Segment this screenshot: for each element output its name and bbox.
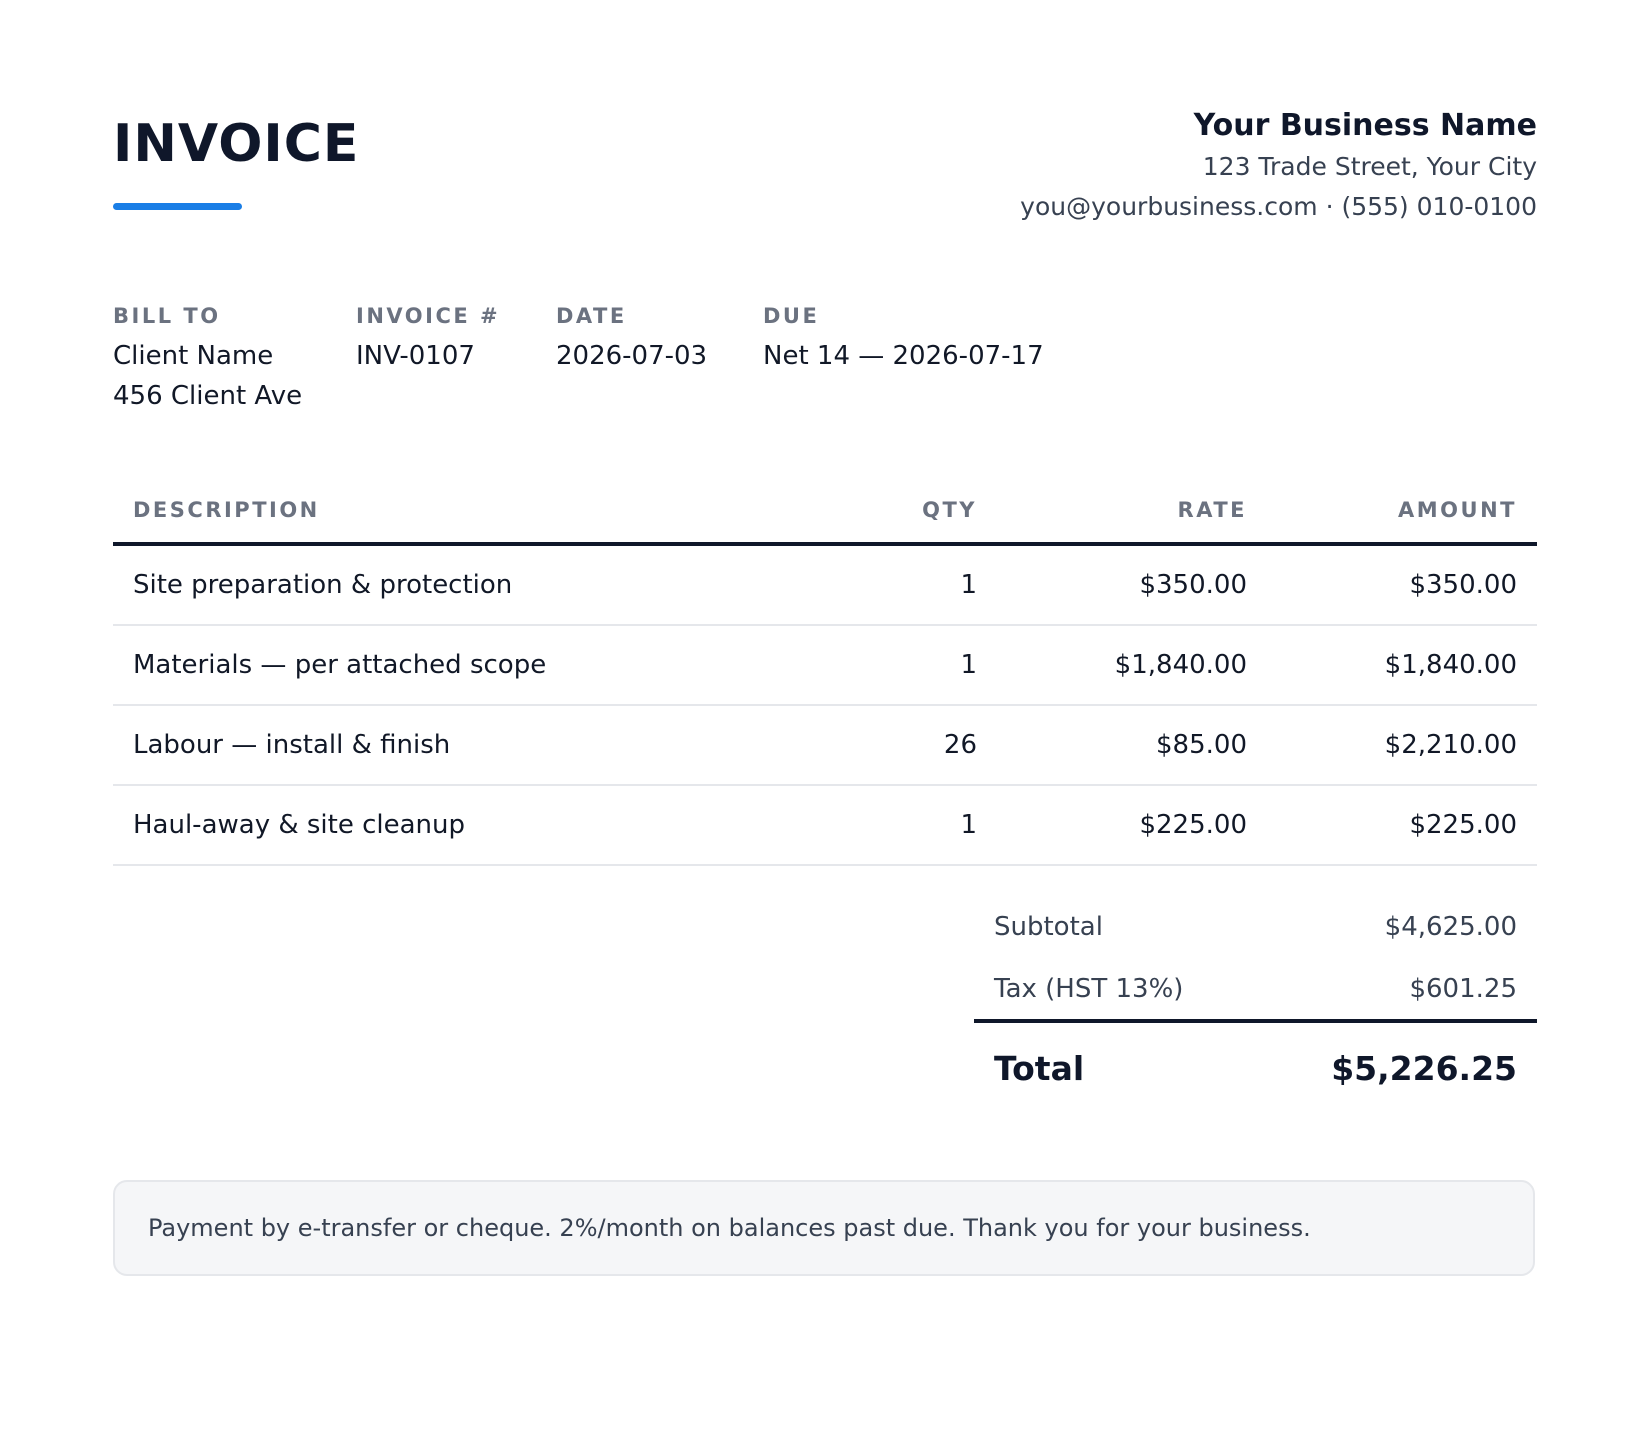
item-description: Materials — per attached scope [113, 625, 837, 705]
due-block [763, 300, 1044, 376]
date-block [556, 300, 707, 376]
table-row [113, 544, 1537, 625]
column-header-qty: QTY [837, 478, 997, 544]
item-rate: $1,840.00 [997, 625, 1267, 705]
invoice-date: 2026-07-03 [556, 341, 708, 371]
item-rate: $350.00 [997, 544, 1267, 625]
column-header-description: DESCRIPTION [113, 478, 837, 544]
item-amount: $225.00 [1267, 785, 1537, 865]
item-amount: $1,840.00 [1267, 625, 1537, 705]
table-row [113, 625, 1537, 705]
line-items-table [113, 478, 1537, 866]
item-description: Haul-away & site cleanup [113, 785, 837, 865]
business-info [1020, 105, 1537, 227]
item-amount: $350.00 [1267, 544, 1537, 625]
table-row [113, 705, 1537, 785]
bill-to-label: BILL TO [113, 304, 221, 328]
client-address: 456 Client Ave [113, 381, 303, 411]
item-amount: $2,210.00 [1267, 705, 1537, 785]
item-qty: 1 [837, 785, 997, 865]
payment-notes-text: Payment by e-transfer or cheque. 2%/month on balances past due. Thank you for your business. [148, 1214, 1311, 1242]
total-label: Total [994, 1048, 1085, 1088]
total-row [974, 1023, 1537, 1113]
client-name: Client Name [113, 341, 274, 371]
tax-label: Tax (HST 13%) [994, 974, 1184, 1004]
bill-to-block [113, 300, 302, 416]
totals-block [974, 895, 1537, 1113]
tax-row [974, 959, 1537, 1023]
invoice-number-label: INVOICE # [356, 304, 501, 328]
item-qty: 1 [837, 625, 997, 705]
item-rate: $225.00 [997, 785, 1267, 865]
business-contact: you@yourbusiness.com · (555) 010-0100 [1020, 192, 1537, 221]
invoice-number: INV-0107 [356, 341, 475, 371]
item-qty: 1 [837, 544, 997, 625]
subtotal-value: $4,625.00 [1384, 912, 1517, 942]
subtotal-label: Subtotal [994, 912, 1103, 942]
due-date: Net 14 — 2026-07-17 [763, 341, 1044, 371]
business-address: 123 Trade Street, Your City [1202, 152, 1537, 181]
payment-notes [113, 1180, 1535, 1276]
table-row [113, 785, 1537, 865]
invoice-title: INVOICE [113, 114, 360, 174]
tax-value: $601.25 [1409, 974, 1517, 1004]
invoice-number-block [356, 300, 500, 376]
column-header-rate: RATE [997, 478, 1267, 544]
item-rate: $85.00 [997, 705, 1267, 785]
item-description: Labour — install & finish [113, 705, 837, 785]
business-name: Your Business Name [1193, 108, 1537, 143]
item-description: Site preparation & protection [113, 544, 837, 625]
subtotal-row [974, 895, 1537, 959]
due-label: DUE [763, 304, 820, 328]
title-accent-bar [113, 203, 242, 210]
table-header-row [113, 478, 1537, 544]
total-value: $5,226.25 [1331, 1048, 1517, 1088]
date-label: DATE [556, 304, 627, 328]
item-qty: 26 [837, 705, 997, 785]
column-header-amount: AMOUNT [1267, 478, 1537, 544]
invoice-page [113, 0, 1537, 1454]
